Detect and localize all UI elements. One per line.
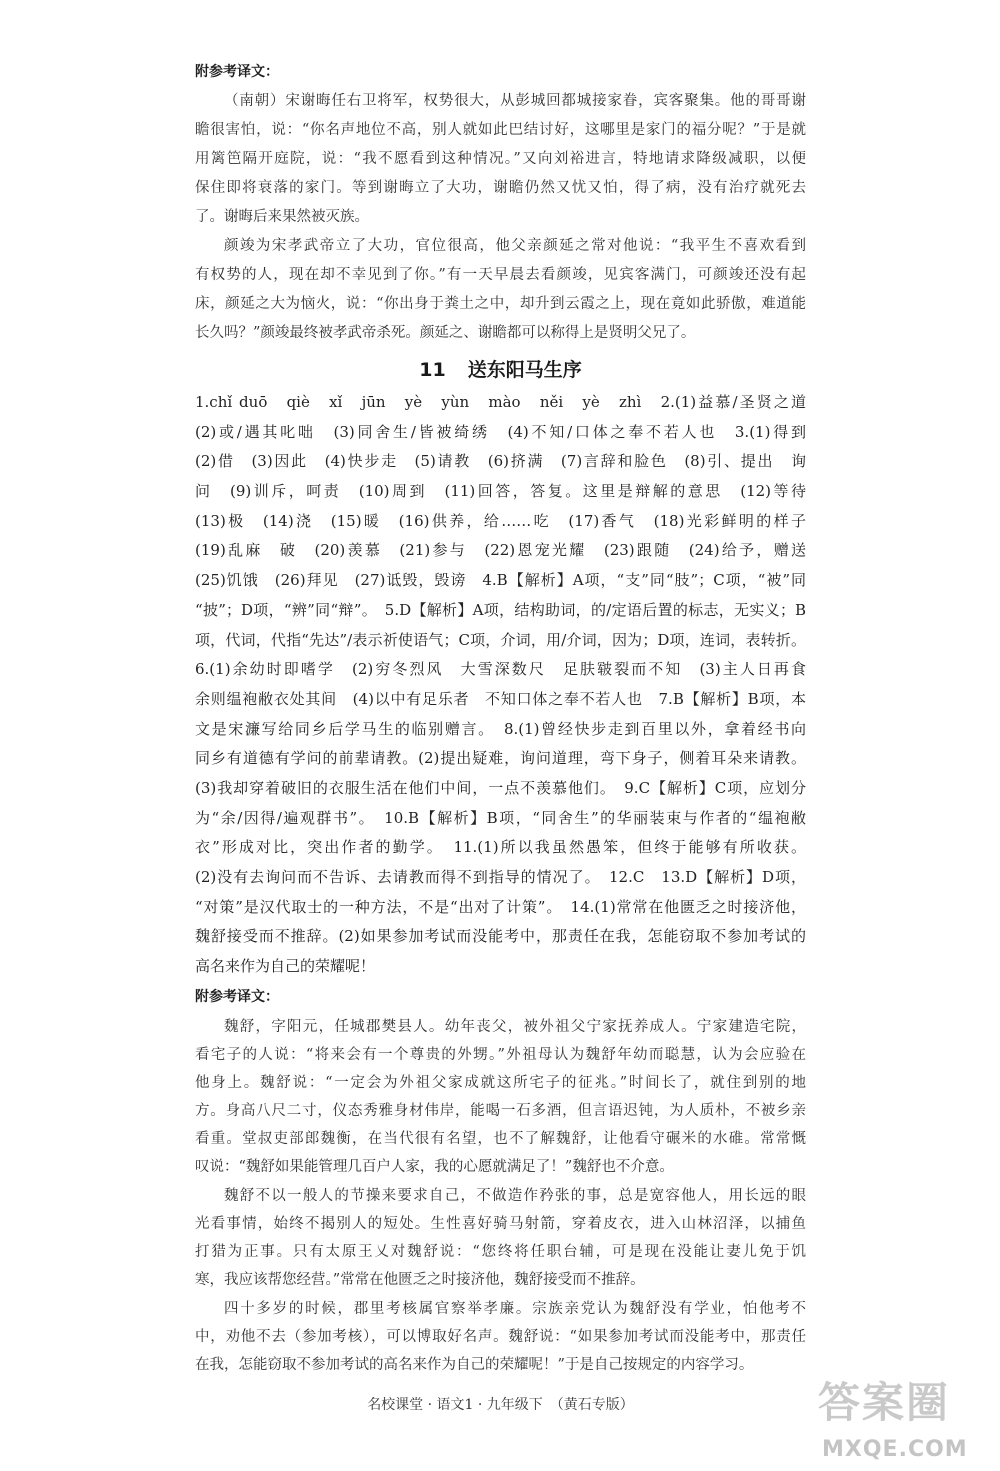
- lesson-title-text: 送东阳马生序: [467, 359, 582, 381]
- answer-block: [195, 388, 806, 982]
- text-line: 看宅子的人说：“将来会有一个尊贵的外甥。”外祖母认为魏舒年幼而聪慧，认为会应验在: [195, 1047, 806, 1063]
- answer-line: 文是宋濂写给同乡后学马生的临别赠言。 8.(1)曾经快步走到百里以外，拿着经书向: [195, 719, 806, 738]
- text-line: 魏舒，字阳元，任城郡樊县人。幼年丧父，被外祖父宁家抚养成人。宁家建造宅院，: [224, 1019, 806, 1035]
- text-line: 长久吗？”颜竣最终被孝武帝杀死。颜延之、谢瞻都可以称得上是贤明父兄了。: [195, 325, 696, 341]
- text-line: 床，颜延之大为恼火，说：“你出身于粪土之中，却升到云霞之上，现在竟如此骄傲，难道能: [195, 296, 806, 312]
- text-line: 保住即将衰落的家门。等到谢晦立了大功，谢瞻仍然又忧又怕，得了病，没有治疗就死去: [195, 180, 806, 196]
- translation-paragraph: [195, 1295, 806, 1379]
- translation-paragraph: [195, 87, 806, 232]
- text-line: 了。谢晦后来果然被灭族。: [195, 209, 369, 225]
- answer-line: 问 (9)训斥，呵责 (10)周到 (11)回答，答复。这里是辩解的意思 (12)等待: [195, 482, 806, 501]
- page-footer: 名校课堂 · 语文1 · 九年级下 （黄石专版）: [367, 1397, 634, 1413]
- answer-line: 1.chǐ duō qiè xǐ jūn yè yùn mào něi yè zhì 2.(1)益慕/圣贤之道: [195, 393, 806, 411]
- watermark-site: MXQE.COM: [822, 1437, 968, 1462]
- text-line: （南朝）宋谢晦任右卫将军，权势很大，从彭城回都城接家眷，宾客聚集。他的哥哥谢: [224, 93, 806, 109]
- answer-line: “对策”是汉代取士的一种方法，不是“出对了计策”。 14.(1)常常在他匮乏之时接济他，: [195, 897, 806, 916]
- lesson-number: 11: [419, 359, 446, 381]
- text-line: 瞻很害怕，说：“你名声地位不高，别人就如此巴结讨好，这哪里是家门的福分呢？”于是就: [195, 122, 806, 138]
- text-line: 叹说：“魏舒如果能管理几百户人家，我的心愿就满足了！”魏舒也不介意。: [195, 1159, 674, 1175]
- answer-line: 同乡有道德有学问的前辈请教。(2)提出疑难，询问道理，弯下身子，侧着耳朵来请教。: [195, 749, 806, 768]
- text-line: 四十多岁的时候，郡里考核属官察举孝廉。宗族亲党认为魏舒没有学业，怕他考不: [224, 1301, 806, 1317]
- watermark-logo: 答案圈: [818, 1378, 951, 1427]
- text-line: 用篱笆隔开庭院，说：“我不愿看到这种情况。”又向刘裕进言，特地请求降级减职，以便: [195, 151, 806, 167]
- answer-line: (3)我却穿着破旧的衣服生活在他们中间，一点不羡慕他们。 9.C【解析】C项，应划分: [195, 778, 806, 797]
- text-line: 颜竣为宋孝武帝立了大功，官位很高，他父亲颜延之常对他说：“我平生不喜欢看到: [224, 238, 806, 254]
- answer-line: 6.(1)余幼时即嗜学 (2)穷冬烈风 大雪深数尺 足肤皲裂而不知 (3)主人日再食: [195, 660, 806, 679]
- answer-line: 项，代词，代指“先达”/表示祈使语气；C项，介词，用/介词，因为；D项，连词，表转折。: [195, 630, 806, 649]
- text-line: 有权势的人，现在却不幸见到了你。”有一天早晨去看颜竣，见宾客满门，可颜竣还没有起: [195, 267, 806, 283]
- answer-line: (2)借 (3)因此 (4)快步走 (5)请教 (6)挤满 (7)言辞和脸色 (8)引、提出 询: [195, 452, 806, 471]
- reference-translation-heading: 附参考译文：: [195, 989, 279, 1005]
- translation-paragraph: [195, 1013, 806, 1181]
- answer-line: 魏舒接受而不推辞。(2)如果参加考试而没能考中，那责任在我，怎能窃取不参加考试的: [195, 927, 806, 946]
- answer-line: (2)或/遇其叱咄 (3)同舍生/皆被绮绣 (4)不知/口体之奉不若人也 3.(1)得到: [195, 422, 806, 441]
- answer-line: “披”；D项，“辨”同“辩”。 5.D【解析】A项，结构助词，的/定语后置的标志，无实义；B: [195, 600, 806, 619]
- text-line: 光看事情，始终不揭别人的短处。生性喜好骑马射箭，穿着皮衣，进入山林沼泽，以捕鱼: [195, 1216, 806, 1232]
- answer-line: 余则缊袍敝衣处其间 (4)以中有足乐者 不知口体之奉不若人也 7.B【解析】B项，本: [195, 689, 806, 708]
- text-line: 在我，怎能窃取不参加考试的高名来作为自己的荣耀呢！”于是自己按规定的内容学习。: [195, 1357, 754, 1373]
- text-line: 方。身高八尺二寸，仪态秀雅身材伟岸，能喝一石多酒，但言语迟钝，为人质朴，不被乡亲: [195, 1103, 806, 1119]
- translation-paragraph: [195, 1182, 806, 1294]
- answer-line: 衣”形成对比，突出作者的勤学。 11.(1)所以我虽然愚笨，但终于能够有所收获。: [195, 838, 806, 857]
- text-line: 中，劝他不去（参加考核），可以博取好名声。魏舒说：“如果参加考试而没能考中，那责任: [195, 1329, 806, 1345]
- text-line: 魏舒不以一般人的节操来要求自己，不做造作矜张的事，总是宽容他人，用长远的眼: [224, 1188, 806, 1204]
- text-line: 打猎为正事。只有太原王乂对魏舒说：“您终将任职台辅，可是现在没能让妻儿免于饥: [195, 1244, 806, 1260]
- answer-line: (2)没有去询问而不告诉、去请教而得不到指导的情况了。 12.C 13.D【解析】D项，: [195, 868, 806, 886]
- answer-line: (19)乱麻 破 (20)羡慕 (21)参与 (22)恩宠光耀 (23)跟随 (24)给予，赠送: [195, 541, 806, 560]
- lesson-title: [195, 356, 806, 384]
- translation-paragraph: [195, 232, 806, 348]
- reference-translation-heading: 附参考译文：: [195, 64, 279, 80]
- answer-line: 高名来作为自己的荣耀呢！: [195, 957, 376, 976]
- answer-line: (25)饥饿 (26)拜见 (27)诋毁，毁谤 4.B【解析】A项，“支”同“肢”；C项，“被”同: [195, 571, 806, 590]
- text-line: 寒，我应该帮您经营。”常常在他匮乏之时接济他，魏舒接受而不推辞。: [195, 1272, 645, 1288]
- text-line: 他身上。魏舒说：“一定会为外祖父家成就这所宅子的征兆。”时间长了，就住到别的地: [195, 1075, 806, 1091]
- answer-line: (13)极 (14)浇 (15)暖 (16)供养，给……吃 (17)香气 (18)光彩鲜明的样子: [195, 511, 806, 530]
- text-line: 看重。堂叔吏部郎魏衡，在当代很有名望，也不了解魏舒，让他看守碾米的水碓。常常慨: [195, 1131, 806, 1147]
- answer-line: 为“余/因得/遍观群书”。 10.B【解析】B项，“同舍生”的华丽装束与作者的“缊袍敝: [195, 808, 806, 827]
